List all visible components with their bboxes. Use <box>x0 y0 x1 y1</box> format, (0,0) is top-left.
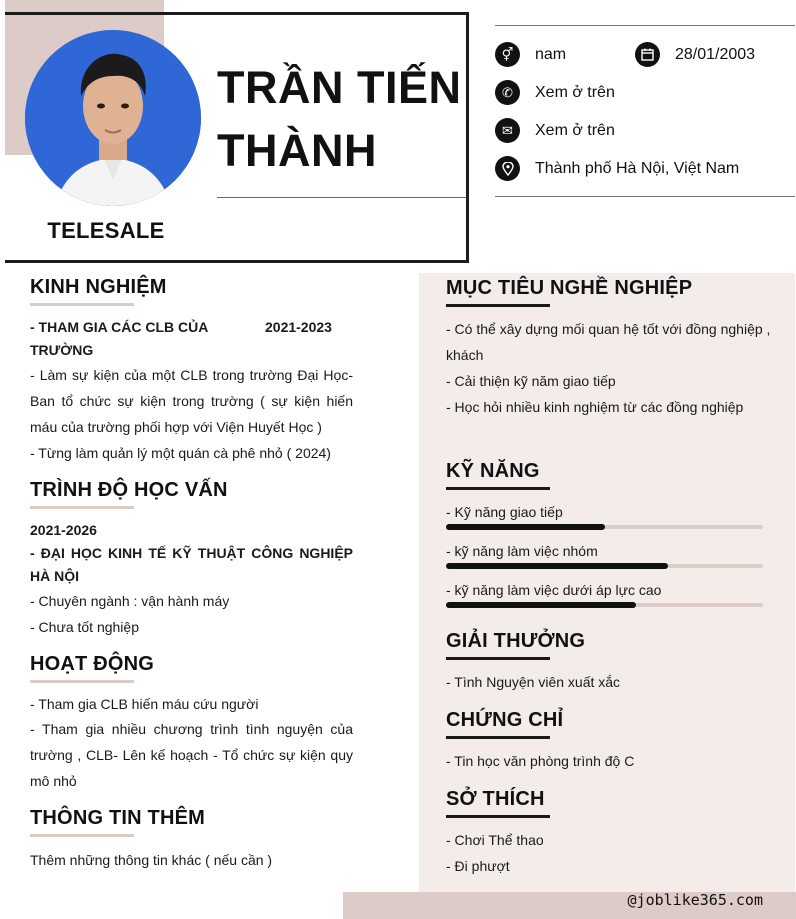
name-line-1: TRẦN TIẾN <box>217 62 462 113</box>
experience-org: - THAM GIA CÁC CLB CỦA TRƯỜNG <box>30 319 208 358</box>
section-title-awards: GIẢI THƯỞNG <box>446 630 586 652</box>
skill-bar-fill <box>446 602 636 608</box>
education-period: 2021-2026 <box>30 522 97 538</box>
portrait-image <box>25 30 201 206</box>
avatar <box>25 30 201 206</box>
section-underline <box>30 834 134 837</box>
skill-bar-fill <box>446 563 668 569</box>
skill-label: - kỹ năng làm việc dưới áp lực cao <box>446 582 662 598</box>
contact-phone <box>495 80 615 105</box>
experience-period: 2021-2023 <box>265 319 332 335</box>
section-title-objective: MỤC TIÊU NGHỀ NGHIỆP <box>446 277 693 299</box>
name-line-2: THÀNH <box>217 125 377 176</box>
skill-bar <box>446 564 763 568</box>
section-underline <box>30 506 134 509</box>
activities-line-1: - Tham gia CLB hiến máu cứu người <box>30 696 259 712</box>
gender-icon: ⚥ <box>495 42 520 67</box>
section-underline <box>446 487 550 490</box>
email-value: Xem ở trên <box>535 121 615 139</box>
name-divider <box>217 197 466 198</box>
location-icon <box>495 156 520 181</box>
skill-bar-fill <box>446 524 605 530</box>
experience-line-1: - Làm sự kiện của một CLB trong trường Đại Học- Ban tổ chức sự kiện trong trường ( sự kiện hiến máu của trường phối hợp với Viện Huyết Học ) <box>30 367 353 435</box>
section-underline <box>30 303 134 306</box>
phone-icon: ✆ <box>495 80 520 105</box>
footer-watermark: @joblike365.com <box>627 891 763 909</box>
section-title-certificates: CHỨNG CHỈ <box>446 709 564 731</box>
section-title-hobbies: SỞ THÍCH <box>446 788 545 810</box>
job-title: TELESALE <box>47 218 165 243</box>
objective-line-2: - Cải thiện kỹ năm giao tiếp <box>446 373 616 389</box>
section-title-extra: THÔNG TIN THÊM <box>30 807 206 829</box>
objective-line-3: - Học hỏi nhiều kinh nghiệm từ các đồng nghiệp <box>446 399 744 415</box>
skill-bar <box>446 525 763 529</box>
hobbies-line-2: - Đi phượt <box>446 858 510 874</box>
section-title-education: TRÌNH ĐỘ HỌC VẤN <box>30 479 228 501</box>
skill-bar <box>446 603 763 607</box>
section-underline <box>446 304 550 307</box>
section-underline <box>446 815 550 818</box>
candidate-name <box>217 56 467 182</box>
awards-line-1: - Tình Nguyện viên xuất xắc <box>446 674 621 690</box>
extra-text: Thêm những thông tin khác ( nếu cần ) <box>30 852 273 868</box>
education-line-1: - Chuyên ngành : vận hành máy <box>30 593 230 609</box>
birthday-value: 28/01/2003 <box>675 45 756 63</box>
section-title-skills: KỸ NĂNG <box>446 460 540 482</box>
experience-line-2: - Từng làm quản lý một quán cà phê nhỏ ( 2024) <box>30 445 331 461</box>
section-underline <box>446 736 550 739</box>
skill-label: - kỹ năng làm việc nhóm <box>446 543 598 559</box>
hobbies-line-1: - Chơi Thể thao <box>446 832 544 848</box>
section-title-experience: KINH NGHIỆM <box>30 276 167 298</box>
gender-value: nam <box>535 45 567 63</box>
address-value: Thành phố Hà Nội, Việt Nam <box>535 159 740 177</box>
section-title-activities: HOẠT ĐỘNG <box>30 653 155 675</box>
activities-line-2: - Tham gia nhiều chương trình tình nguyện của trường , CLB- Lên kế hoạch - Tổ chức sự kiện quy mô nhỏ <box>30 721 353 789</box>
section-underline <box>30 680 134 683</box>
email-icon: ✉ <box>495 118 520 143</box>
calendar-icon <box>635 42 660 67</box>
contact-gender <box>495 42 566 67</box>
contact-email <box>495 118 615 143</box>
education-school: - ĐẠI HỌC KINH TẾ KỸ THUẬT CÔNG NGHIỆP HÀ NỘI <box>30 545 353 584</box>
certificates-line-1: - Tin học văn phòng trình độ C <box>446 753 635 769</box>
contact-top-divider <box>495 25 795 26</box>
education-line-2: - Chưa tốt nghiệp <box>30 619 139 635</box>
contact-bottom-divider <box>495 196 795 197</box>
section-underline <box>446 657 550 660</box>
phone-value: Xem ở trên <box>535 83 615 101</box>
skill-label: - Kỹ năng giao tiếp <box>446 504 563 520</box>
contact-address <box>495 156 739 181</box>
objective-line-1: - Có thể xây dựng mối quan hệ tốt với đồng nghiệp , khách <box>446 321 771 363</box>
contact-birthday <box>635 42 755 67</box>
